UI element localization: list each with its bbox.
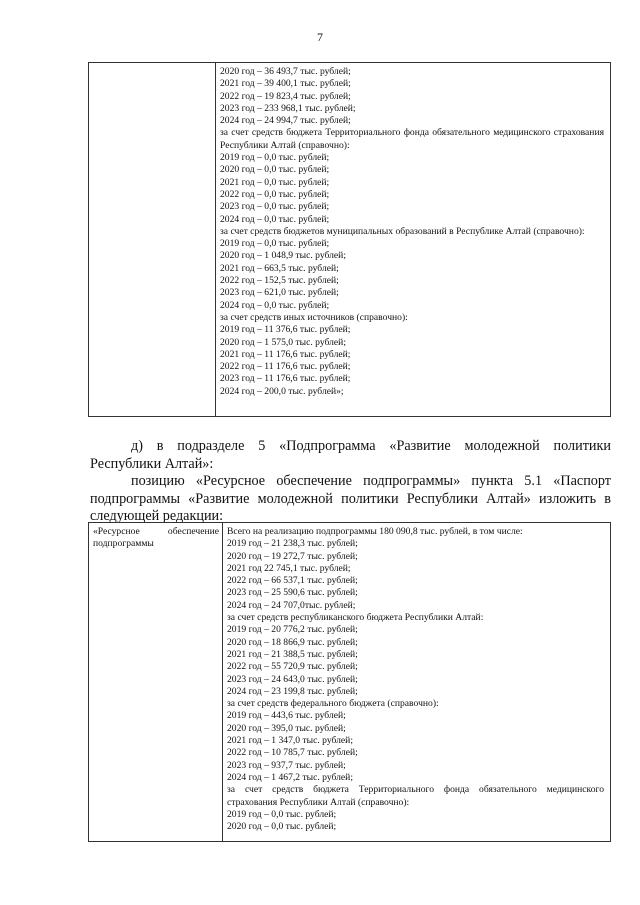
table1-line: 2024 год – 0,0 тыс. рублей; — [220, 213, 330, 225]
table1-line: 2020 год – 36 493,7 тыс. рублей; — [220, 66, 351, 77]
table1-line: 2021 год – 11 176,6 тыс. рублей; — [220, 348, 351, 360]
table1-line: за счет средств бюджета Территориального фонда обязательного медицинского страхования Республики Алтай (справочно): — [220, 127, 604, 151]
table2-line: 2022 год – 66 537,1 тыс. рублей; — [227, 575, 358, 587]
table2-line: 2023 год – 937,7 тыс. рублей; — [227, 759, 346, 771]
funding-table-continued — [88, 62, 611, 417]
table1-line: 2022 год – 0,0 тыс. рублей; — [220, 188, 330, 200]
table1-right-cell — [216, 63, 611, 417]
table2-line: за счет средств федерального бюджета (справочно): — [227, 698, 439, 710]
table1-line: 2022 год – 152,5 тыс. рублей; — [220, 275, 339, 287]
table1-line: 2023 год – 0,0 тыс. рублей; — [220, 201, 330, 213]
table1-line: 2023 год – 233 968,1 тыс. рублей; — [220, 102, 356, 114]
table1-line: 2023 год – 621,0 тыс. рублей; — [220, 287, 339, 299]
table2-line: 2021 год – 1 347,0 тыс. рублей; — [227, 735, 353, 747]
table2-left-cell — [89, 523, 223, 842]
table2-line: 2024 год – 24 707,0тыс. рублей; — [227, 599, 356, 611]
table1-line: за счет средств иных источников (справочно): — [220, 311, 408, 323]
table2-line: 2024 год – 1 467,2 тыс. рублей; — [227, 771, 353, 783]
table1-line: 2022 год – 19 823,4 тыс. рублей; — [220, 90, 351, 102]
table2-line: 2023 год – 24 643,0 тыс. рублей; — [227, 673, 358, 685]
table1-line: за счет средств бюджетов муниципальных образований в Республике Алтай (справочно): — [220, 225, 585, 237]
table1-line: 2024 год – 0,0 тыс. рублей; — [220, 299, 330, 311]
table1-line: 2023 год – 11 176,6 тыс. рублей; — [220, 373, 351, 385]
table1-line: 2019 год – 0,0 тыс. рублей; — [220, 152, 330, 164]
table1-left-cell — [89, 63, 216, 417]
table2-line: 2021 год 22 745,1 тыс. рублей; — [227, 562, 351, 574]
table2-line: 2024 год – 23 199,8 тыс. рублей; — [227, 685, 358, 697]
page-number: 7 — [317, 30, 323, 44]
table1-line: 2020 год – 1 575,0 тыс. рублей; — [220, 336, 346, 348]
resource-provision-table — [88, 522, 611, 842]
table2-right-cell — [223, 523, 611, 842]
table2-line: за счет средств бюджета Территориального фонда обязательного медицинского страхования Республики Алтай (справочно): — [227, 784, 604, 808]
resource-provision-label: «Ресурсное обеспечение подпрограммы — [93, 526, 219, 550]
paragraph-position-resources: позицию «Ресурсное обеспечение подпрограммы» пункта 5.1 «Паспорт подпрограммы «Развитие молодежной политики Республики Алтай» изложить в следующей редакции: — [90, 473, 611, 524]
table2-line: 2020 год – 0,0 тыс. рублей; — [227, 821, 337, 833]
table1-line: 2019 год – 11 376,6 тыс. рублей; — [220, 324, 351, 336]
table1-line: 2021 год – 663,5 тыс. рублей; — [220, 262, 339, 274]
table1-line: 2022 год – 11 176,6 тыс. рублей; — [220, 361, 351, 373]
table2-line: 2022 год – 55 720,9 тыс. рублей; — [227, 661, 358, 673]
table1-line: 2024 год – 200,0 тыс. рублей»; — [220, 385, 344, 397]
table1-line: 2020 год – 0,0 тыс. рублей; — [220, 164, 330, 176]
table2-line: за счет средств республиканского бюджета Республики Алтай: — [227, 612, 484, 624]
paragraph-subsection-5: д) в подразделе 5 «Подпрограмма «Развитие молодежной политики Республики Алтай»: — [90, 438, 611, 472]
table2-line: 2023 год – 25 590,6 тыс. рублей; — [227, 587, 358, 599]
table2-line: 2020 год – 19 272,7 тыс. рублей; — [227, 550, 358, 562]
table2-line: 2022 год – 10 785,7 тыс. рублей; — [227, 747, 358, 759]
table1-line: 2021 год – 0,0 тыс. рублей; — [220, 176, 330, 188]
table2-line: 2020 год – 18 866,9 тыс. рублей; — [227, 636, 358, 648]
table2-line: 2019 год – 20 776,2 тыс. рублей; — [227, 624, 358, 636]
table2-line: Всего на реализацию подпрограммы 180 090,8 тыс. рублей, в том числе: — [227, 526, 523, 537]
table1-line: 2019 год – 0,0 тыс. рублей; — [220, 238, 330, 250]
table2-line: 2019 год – 443,6 тыс. рублей; — [227, 710, 346, 722]
table1-line: 2021 год – 39 400,1 тыс. рублей; — [220, 78, 351, 90]
table2-line: 2019 год – 0,0 тыс. рублей; — [227, 808, 337, 820]
table2-line: 2020 год – 395,0 тыс. рублей; — [227, 722, 346, 734]
table2-line: 2019 год – 21 238,3 тыс. рублей; — [227, 538, 358, 550]
table1-line: 2024 год – 24 994,7 тыс. рублей; — [220, 115, 351, 127]
table1-line: 2020 год – 1 048,9 тыс. рублей; — [220, 250, 346, 262]
table2-line: 2021 год – 21 388,5 тыс. рублей; — [227, 648, 358, 660]
